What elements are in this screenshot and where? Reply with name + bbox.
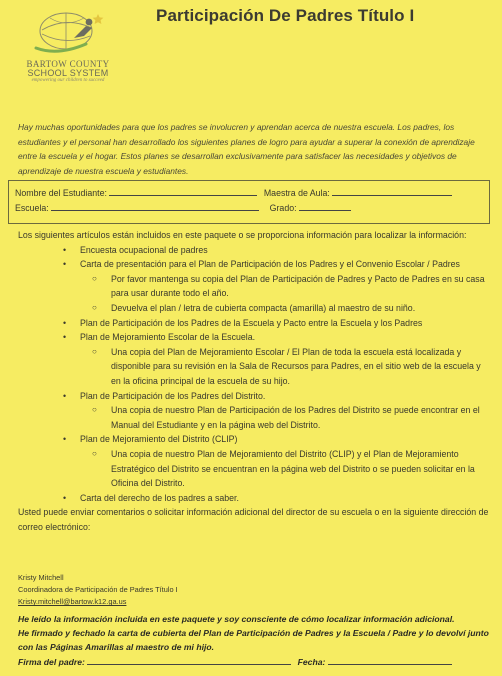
logo-line1: BARTOW COUNTY xyxy=(26,59,110,69)
school-row xyxy=(15,201,351,213)
signature-row xyxy=(18,655,492,669)
page-title: Participación De Padres Título I xyxy=(156,6,415,25)
date-field[interactable] xyxy=(328,655,452,665)
school-logo xyxy=(18,8,118,96)
sub-list xyxy=(80,272,492,316)
list-item-text: Plan de Mejoramiento del Distrito (CLIP) xyxy=(80,434,238,445)
list-item-text: Carta de presentación para el Plan de Participación de los Padres y el Convenio Escolar / Padres xyxy=(80,259,460,270)
intro-paragraph: Hay muchas oportunidades para que los padres se involucren y aprendan acerca de nuestra escuela. Los padres, los estudiantes y el personal han desarrollado los siguientes planes de logro para ayudar a superar la conexión de aprendizaje entre la escuela y el hogar. Estos planes se desarrollan exclusivamente para satisfacer las necesidades y objetivos de aprendizaje de nuestra escuela y estudiantes. xyxy=(18,122,475,176)
contact-block xyxy=(18,572,178,609)
bullet-icon: • xyxy=(63,492,67,503)
school-field[interactable] xyxy=(51,201,259,211)
logo-tagline: empowering our children to succeed xyxy=(31,78,105,83)
list-item xyxy=(18,257,492,315)
contact-role: Coordinadora de Participación de Padres Título I xyxy=(18,585,178,595)
circle-bullet-icon: ○ xyxy=(92,346,97,356)
circle-bullet-icon: ○ xyxy=(92,273,97,283)
list-item-text: Plan de Participación de los Padres del Distrito. xyxy=(80,390,266,401)
signature-field[interactable] xyxy=(87,655,291,665)
list-item xyxy=(18,243,492,258)
sub-list-item-text: Una copia de nuestro Plan de Mejoramiento del Distrito (CLIP) y el Plan de Mejoramiento Estratégico del Distrito se encuentran en la página web del Distrito o se pueden solicitar en la Oficina del Distrito. xyxy=(111,448,475,489)
circle-bullet-icon: ○ xyxy=(92,448,97,458)
student-row xyxy=(15,186,452,198)
sub-list-item-text: Por favor mantenga su copia del Plan de Participación de Padres y Pacto de Padres en su casa para usar durante todo el año. xyxy=(111,273,485,299)
items-list xyxy=(18,243,492,506)
sub-list-item-text: Una copia del Plan de Mejoramiento Escolar / El Plan de toda la escuela está localizada y disponible para su revisión en la Sala de Recursos para Padres, en el sitio web de la escuela y en la oficina principal de la escuela de su hijo. xyxy=(111,346,481,386)
bullet-icon: • xyxy=(63,317,67,328)
lead-paragraph: Los siguientes artículos están incluidos en este paquete o se proporciona información para localizar la información: xyxy=(18,230,467,240)
student-name-field[interactable] xyxy=(109,186,257,196)
signature-label: Firma del padre: xyxy=(18,656,85,667)
sub-list-item xyxy=(80,301,492,316)
sub-list xyxy=(80,447,492,491)
bullet-icon: • xyxy=(63,390,67,401)
teacher-field[interactable] xyxy=(332,186,452,196)
sub-list xyxy=(80,345,492,389)
list-item xyxy=(18,432,492,490)
list-item-text: Plan de Mejoramiento Escolar de la Escuela. xyxy=(80,332,256,343)
sub-list-item-text: Devuelva el plan / letra de cubierta compacta (amarilla) al maestro de su niño. xyxy=(111,302,416,313)
bullet-icon: • xyxy=(63,259,67,270)
sub-list-item xyxy=(80,403,492,432)
bullet-icon: • xyxy=(63,434,67,445)
list-item xyxy=(18,330,492,388)
document-body xyxy=(18,228,492,534)
circle-bullet-icon: ○ xyxy=(92,302,97,312)
sub-list-item-text: Una copia de nuestro Plan de Participación de los Padres del Distrito se puede encontrar en el Manual del Estudiante y en la página web del Distrito. xyxy=(111,405,480,430)
contact-email-link[interactable]: Kristy.mitchell@bartow.k12.ga.us xyxy=(18,597,127,607)
circle-bullet-icon: ○ xyxy=(92,405,97,415)
student-name-label: Nombre del Estudiante: xyxy=(15,188,107,198)
sub-list xyxy=(80,403,492,432)
date-label: Fecha: xyxy=(297,656,326,667)
grade-field[interactable] xyxy=(299,201,351,211)
list-item xyxy=(18,316,492,331)
list-item xyxy=(18,389,492,433)
ack-line-2: He firmado y fechado la carta de cubierta del Plan de Participación de Padres y la Escuela / Padre y lo devolví junto con las Páginas Amarillas al maestro de mi hijo. xyxy=(18,628,489,653)
contact-name: Kristy Mitchell xyxy=(18,573,64,582)
sub-list-item xyxy=(80,272,492,301)
list-item-text: Carta del derecho de los padres a saber. xyxy=(80,492,239,503)
list-item-text: Encuesta ocupacional de padres xyxy=(80,244,208,255)
grade-label: Grado: xyxy=(269,203,297,213)
logo-line2: SCHOOL SYSTEM xyxy=(27,68,109,78)
list-item xyxy=(18,491,492,506)
closing-paragraph: Usted puede enviar comentarios o solicitar información adicional del director de su escuela o en la siguiente dirección de correo electrónico: xyxy=(18,507,489,532)
bullet-icon: • xyxy=(63,332,67,343)
school-label: Escuela: xyxy=(15,203,49,213)
sub-list-item xyxy=(80,447,492,491)
teacher-label: Maestra de Aula: xyxy=(263,188,330,198)
sub-list-item xyxy=(80,345,492,389)
acknowledgement-block xyxy=(18,612,492,669)
ack-line-1: He leído la información incluida en este paquete y soy consciente de cómo localizar información adicional. xyxy=(18,614,455,624)
list-item-text: Plan de Participación de los Padres de la Escuela y Pacto entre la Escuela y los Padres xyxy=(80,317,423,328)
bullet-icon: • xyxy=(63,244,67,255)
student-info-box xyxy=(8,180,490,224)
logo-emblem-icon xyxy=(28,8,108,58)
